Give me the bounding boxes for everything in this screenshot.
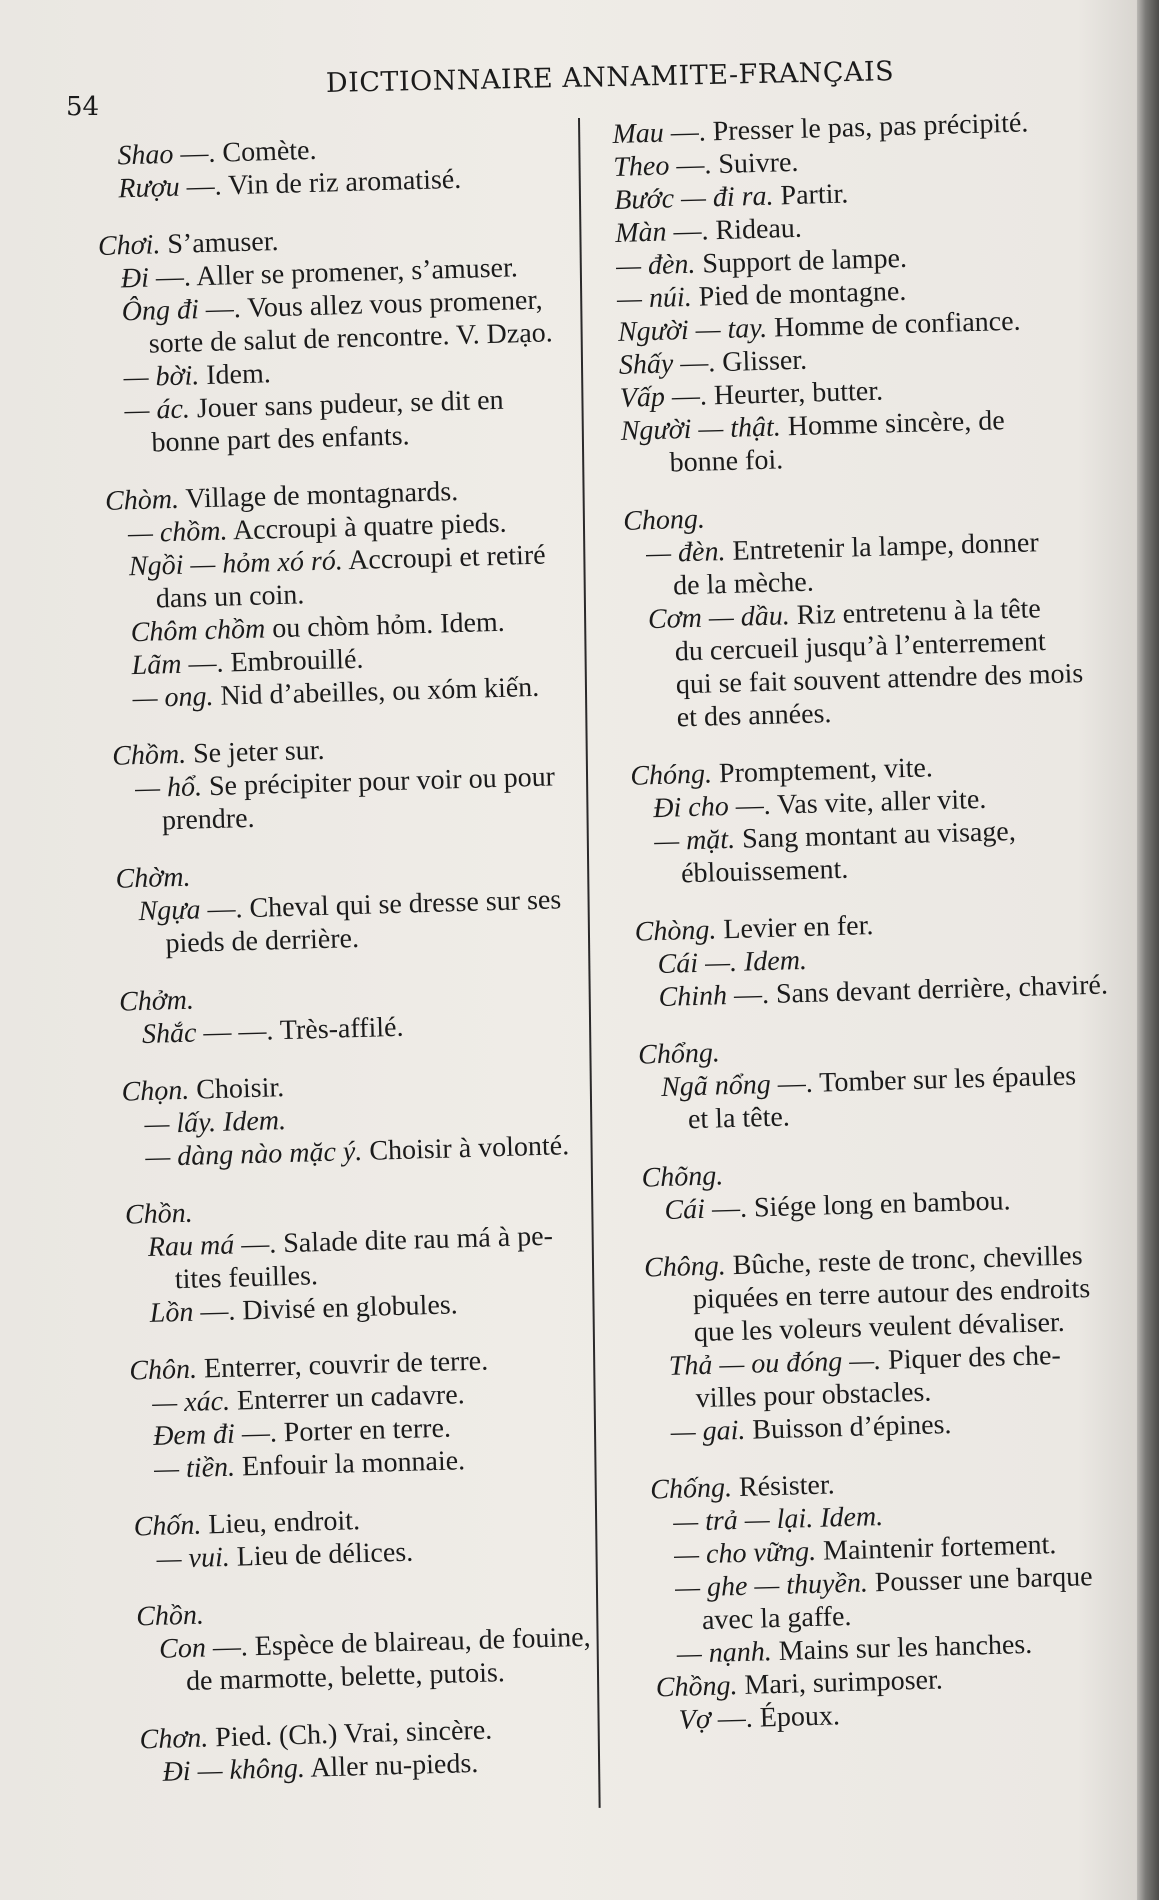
definition-text: Accroupi à quatre pieds.	[227, 507, 507, 547]
headword: — gai.	[670, 1414, 746, 1448]
definition-text: —. Siége long en bambou.	[704, 1185, 1011, 1225]
headword: — hổ.	[134, 771, 203, 805]
headword: Thả — ou đóng —.	[668, 1344, 882, 1382]
headword: Mau	[612, 117, 665, 150]
definition-text: —. Tomber sur les épaules	[770, 1060, 1077, 1100]
definition-text: —. Presser le pas, pas précipité.	[663, 107, 1029, 149]
headword: Chóng.	[629, 758, 713, 792]
definition-text: avec la gaffe.	[701, 1600, 852, 1637]
headword: Cái —. Idem.	[657, 944, 808, 981]
definition-text: de la mèche.	[672, 566, 815, 602]
headword: Vấp	[619, 381, 666, 414]
headword: Ông đi	[121, 294, 200, 328]
headword: Chống.	[649, 1472, 733, 1506]
definition-text: Aller nu-pieds.	[304, 1747, 479, 1784]
definition-text: —. Aller se promener, s’amuser.	[148, 252, 519, 294]
headword: Chồm.	[111, 738, 187, 772]
definition-text: éblouissement.	[680, 853, 849, 890]
definition-text: —. Rideau.	[666, 212, 803, 248]
headword: Chồn.	[135, 1599, 205, 1633]
definition-text: Levier en fer.	[715, 910, 874, 946]
definition-text: Pousser une barque	[867, 1561, 1093, 1599]
headword: — mặt.	[653, 823, 736, 858]
definition-text: —. Divisé en globules.	[192, 1289, 459, 1328]
headword: Cái	[664, 1193, 706, 1226]
dictionary-entry	[136, 1587, 627, 1700]
definition-text: Homme sincère, de	[780, 405, 1006, 443]
headword: Lồn	[149, 1296, 194, 1329]
definition-text: dans un coin.	[155, 579, 305, 615]
dictionary-entry	[129, 1341, 620, 1487]
definition-text: —. Comète.	[172, 134, 317, 170]
headword: — núi.	[616, 281, 693, 315]
headword: — ong.	[132, 680, 214, 715]
definition-text: Maintenir fortement.	[815, 1529, 1057, 1567]
left-column	[95, 126, 630, 1813]
headword: Chinh	[658, 980, 728, 1014]
headword: Ngã nổng	[660, 1068, 772, 1104]
dictionary-entry	[644, 1237, 1157, 1449]
headword: — đèn.	[645, 536, 726, 570]
dictionary-entry	[125, 1185, 616, 1331]
headword: — ghe — thuyền.	[674, 1567, 869, 1604]
definition-text: pieds de derrière.	[165, 922, 360, 960]
definition-text: qui se fait souvent attendre des mois	[675, 658, 1084, 701]
definition-text: Support de lampe.	[695, 242, 908, 280]
definition-text: Village de montagnards.	[178, 476, 459, 515]
headword: Đem đi	[152, 1418, 236, 1452]
definition-text: Accroupi et retiré	[342, 539, 547, 577]
definition-text: Promptement, vite.	[711, 752, 934, 790]
definition-text: Mari, surimposer.	[737, 1664, 944, 1702]
dictionary-entry	[119, 972, 609, 1052]
definition-text: —. Salade dite rau má à pe-	[233, 1220, 554, 1261]
headword: Đi cho	[652, 791, 730, 825]
dictionary-entry	[139, 1710, 629, 1790]
headword: Chồng.	[655, 1670, 738, 1704]
definition-text: Se jeter sur.	[185, 734, 325, 770]
headword: Chờm.	[115, 861, 191, 895]
definition-text: Piquer des che-	[880, 1339, 1062, 1376]
headword: — nạnh.	[676, 1636, 773, 1670]
headword: — dàng nào mặc ý.	[144, 1135, 363, 1173]
definition-text: ou chòm hỏm. Idem.	[264, 606, 506, 645]
dictionary-entry	[112, 726, 603, 839]
definition-text: —. Vin de riz aromatisé.	[179, 163, 462, 203]
definition-text: Choisir à volonté.	[361, 1130, 570, 1167]
definition-text: Idem.	[198, 358, 272, 392]
headword: Chơi.	[97, 229, 161, 262]
definition-text: Enfouir la monnaie.	[234, 1445, 466, 1483]
definition-text: du cercueil jusqu’à l’enterrement	[674, 626, 1047, 668]
definition-text: Entretenir la lampe, donner	[725, 527, 1040, 567]
headword: Shấy	[618, 348, 674, 381]
headword: Rau má	[147, 1229, 235, 1263]
dictionary-entry	[98, 216, 592, 461]
headword: Bước — đi ra.	[613, 180, 775, 216]
definition-text: Pied de montagne.	[691, 275, 907, 313]
headword: Vợ	[678, 1703, 712, 1736]
definition-text: —. Suivre.	[668, 146, 799, 182]
headword: Ngựa	[138, 894, 201, 928]
page-edge-shadow	[1137, 0, 1159, 1900]
definition-text: de marmotte, belette, putois.	[185, 1657, 506, 1698]
headword: Chồn.	[124, 1197, 194, 1231]
definition-text: Lieu, endroit.	[200, 1505, 361, 1541]
running-title: DICTIONNAIRE ANNAMITE-FRANÇAIS	[325, 56, 895, 99]
headword: Chốn.	[133, 1509, 202, 1543]
headword: Người — tay.	[617, 312, 768, 348]
definition-text: prendre.	[161, 802, 255, 837]
definition-text: Riz entretenu à la tête	[789, 593, 1042, 632]
headword: Đi	[120, 262, 150, 295]
dictionary-entry	[121, 1062, 612, 1175]
dictionary-entry	[105, 471, 599, 716]
headword: — cho vững.	[673, 1535, 817, 1571]
definition-text: —. Heurter, butter.	[664, 375, 884, 413]
dictionary-entry	[623, 491, 1137, 736]
definition-text: —. Cheval qui se dresse sur ses	[200, 884, 562, 926]
definition-text: Sang montant au visage,	[734, 816, 1017, 855]
definition-text: bonne part des enfants.	[151, 420, 410, 459]
headword: Ngồi — hỏm xó ró.	[128, 545, 344, 583]
definition-text: Bûche, reste de tronc, chevilles	[725, 1240, 1083, 1282]
headword: — trả — lại. Idem.	[672, 1500, 884, 1538]
headword: — ác.	[124, 393, 191, 427]
headword: — tiền.	[153, 1451, 236, 1485]
definition-text: villes pour obstacles.	[695, 1376, 932, 1415]
headword: Chòm.	[104, 483, 180, 517]
headword: Màn	[614, 216, 667, 249]
headword: Shao	[117, 138, 174, 172]
definition-text: —. Vous allez vous promener,	[198, 284, 543, 326]
dictionary-entry	[650, 1459, 1159, 1737]
definition-text: —. Embrouillé.	[181, 643, 364, 680]
definition-text: piquées en terre autour des endroits	[692, 1273, 1091, 1316]
headword: — xác.	[151, 1385, 231, 1419]
definition-text: — —. Très-affilé.	[195, 1011, 404, 1049]
definition-text: et des années.	[676, 698, 832, 734]
headword: Người — thật.	[620, 411, 782, 447]
headword: — đèn.	[615, 248, 696, 282]
dictionary-entry	[95, 126, 585, 206]
definition-text: —. Vas vite, aller vite.	[728, 783, 987, 823]
page-number: 54	[66, 92, 100, 122]
definition-text: Enterrer un cadavre.	[229, 1379, 466, 1417]
definition-text: —. Espèce de blaireau, de fouine,	[205, 1621, 591, 1664]
headword: Chổng.	[637, 1037, 721, 1071]
definition-text: —. Porter en terre.	[234, 1412, 452, 1450]
definition-text: —. Époux.	[710, 1700, 841, 1735]
headword: Đi — không.	[162, 1752, 306, 1788]
headword: Shắc	[141, 1017, 197, 1051]
definition-text: Partir.	[773, 178, 849, 212]
headword: Rượu	[117, 171, 181, 205]
headword: Lãm	[131, 648, 182, 682]
dictionary-entry	[612, 104, 1130, 481]
headword: Chòng.	[634, 914, 717, 948]
definition-text: Mains sur les hanches.	[771, 1628, 1033, 1668]
definition-text: —. Sans devant derrière, chaviré.	[726, 969, 1109, 1012]
headword: — vui.	[156, 1541, 231, 1575]
headword: — bời.	[123, 360, 200, 394]
headword: — chồm.	[127, 515, 228, 550]
dictionary-entry	[634, 902, 1145, 1015]
definition-text: Enterrer, couvrir de terre.	[196, 1345, 489, 1385]
headword: — lấy. Idem.	[144, 1105, 287, 1140]
headword: Con	[158, 1632, 207, 1665]
definition-text: sorte de salut de rencontre. V. Dzạo.	[148, 317, 554, 360]
headword: Theo	[612, 150, 670, 183]
headword: Chong.	[622, 503, 706, 537]
definition-text: Homme de confiance.	[766, 305, 1021, 344]
headword: Chơn.	[139, 1722, 209, 1756]
definition-text: Choisir.	[188, 1072, 285, 1106]
definition-text: Buisson d’épines.	[744, 1409, 952, 1446]
headword: Chởm.	[118, 984, 195, 1018]
dictionary-entry	[641, 1147, 1151, 1227]
definition-text: Se précipiter pour voir ou pour	[201, 761, 556, 803]
definition-text: tites feuilles.	[174, 1260, 319, 1296]
headword: Chôm chồm	[130, 613, 266, 649]
dictionary-entry	[133, 1497, 623, 1577]
dictionary-entry	[630, 746, 1141, 892]
headword: Chôn.	[128, 1353, 198, 1387]
headword: Chông.	[643, 1250, 727, 1284]
definition-text: Nid d’abeilles, ou xóm kiến.	[213, 671, 540, 712]
dictionary-entry	[115, 849, 606, 962]
definition-text: Lieu de délices.	[229, 1536, 414, 1573]
definition-text: Pied. (Ch.) Vrai, sincère.	[207, 1714, 493, 1754]
definition-text: Résister.	[731, 1469, 836, 1504]
headword: Cơm — dầu.	[647, 600, 791, 636]
right-column	[612, 104, 1159, 1762]
definition-text: et la tête.	[687, 1101, 791, 1136]
definition-text: bonne foi.	[669, 444, 784, 479]
headword: Chõng.	[641, 1160, 724, 1194]
definition-text: —. Glisser.	[672, 344, 808, 380]
definition-text: que les voleurs veulent dévaliser.	[693, 1306, 1066, 1349]
dictionary-entry	[638, 1024, 1149, 1137]
definition-text: Jouer sans pudeur, se dit en	[189, 384, 504, 425]
definition-text: S’amuser.	[159, 225, 279, 261]
headword: Chọn.	[121, 1074, 190, 1108]
